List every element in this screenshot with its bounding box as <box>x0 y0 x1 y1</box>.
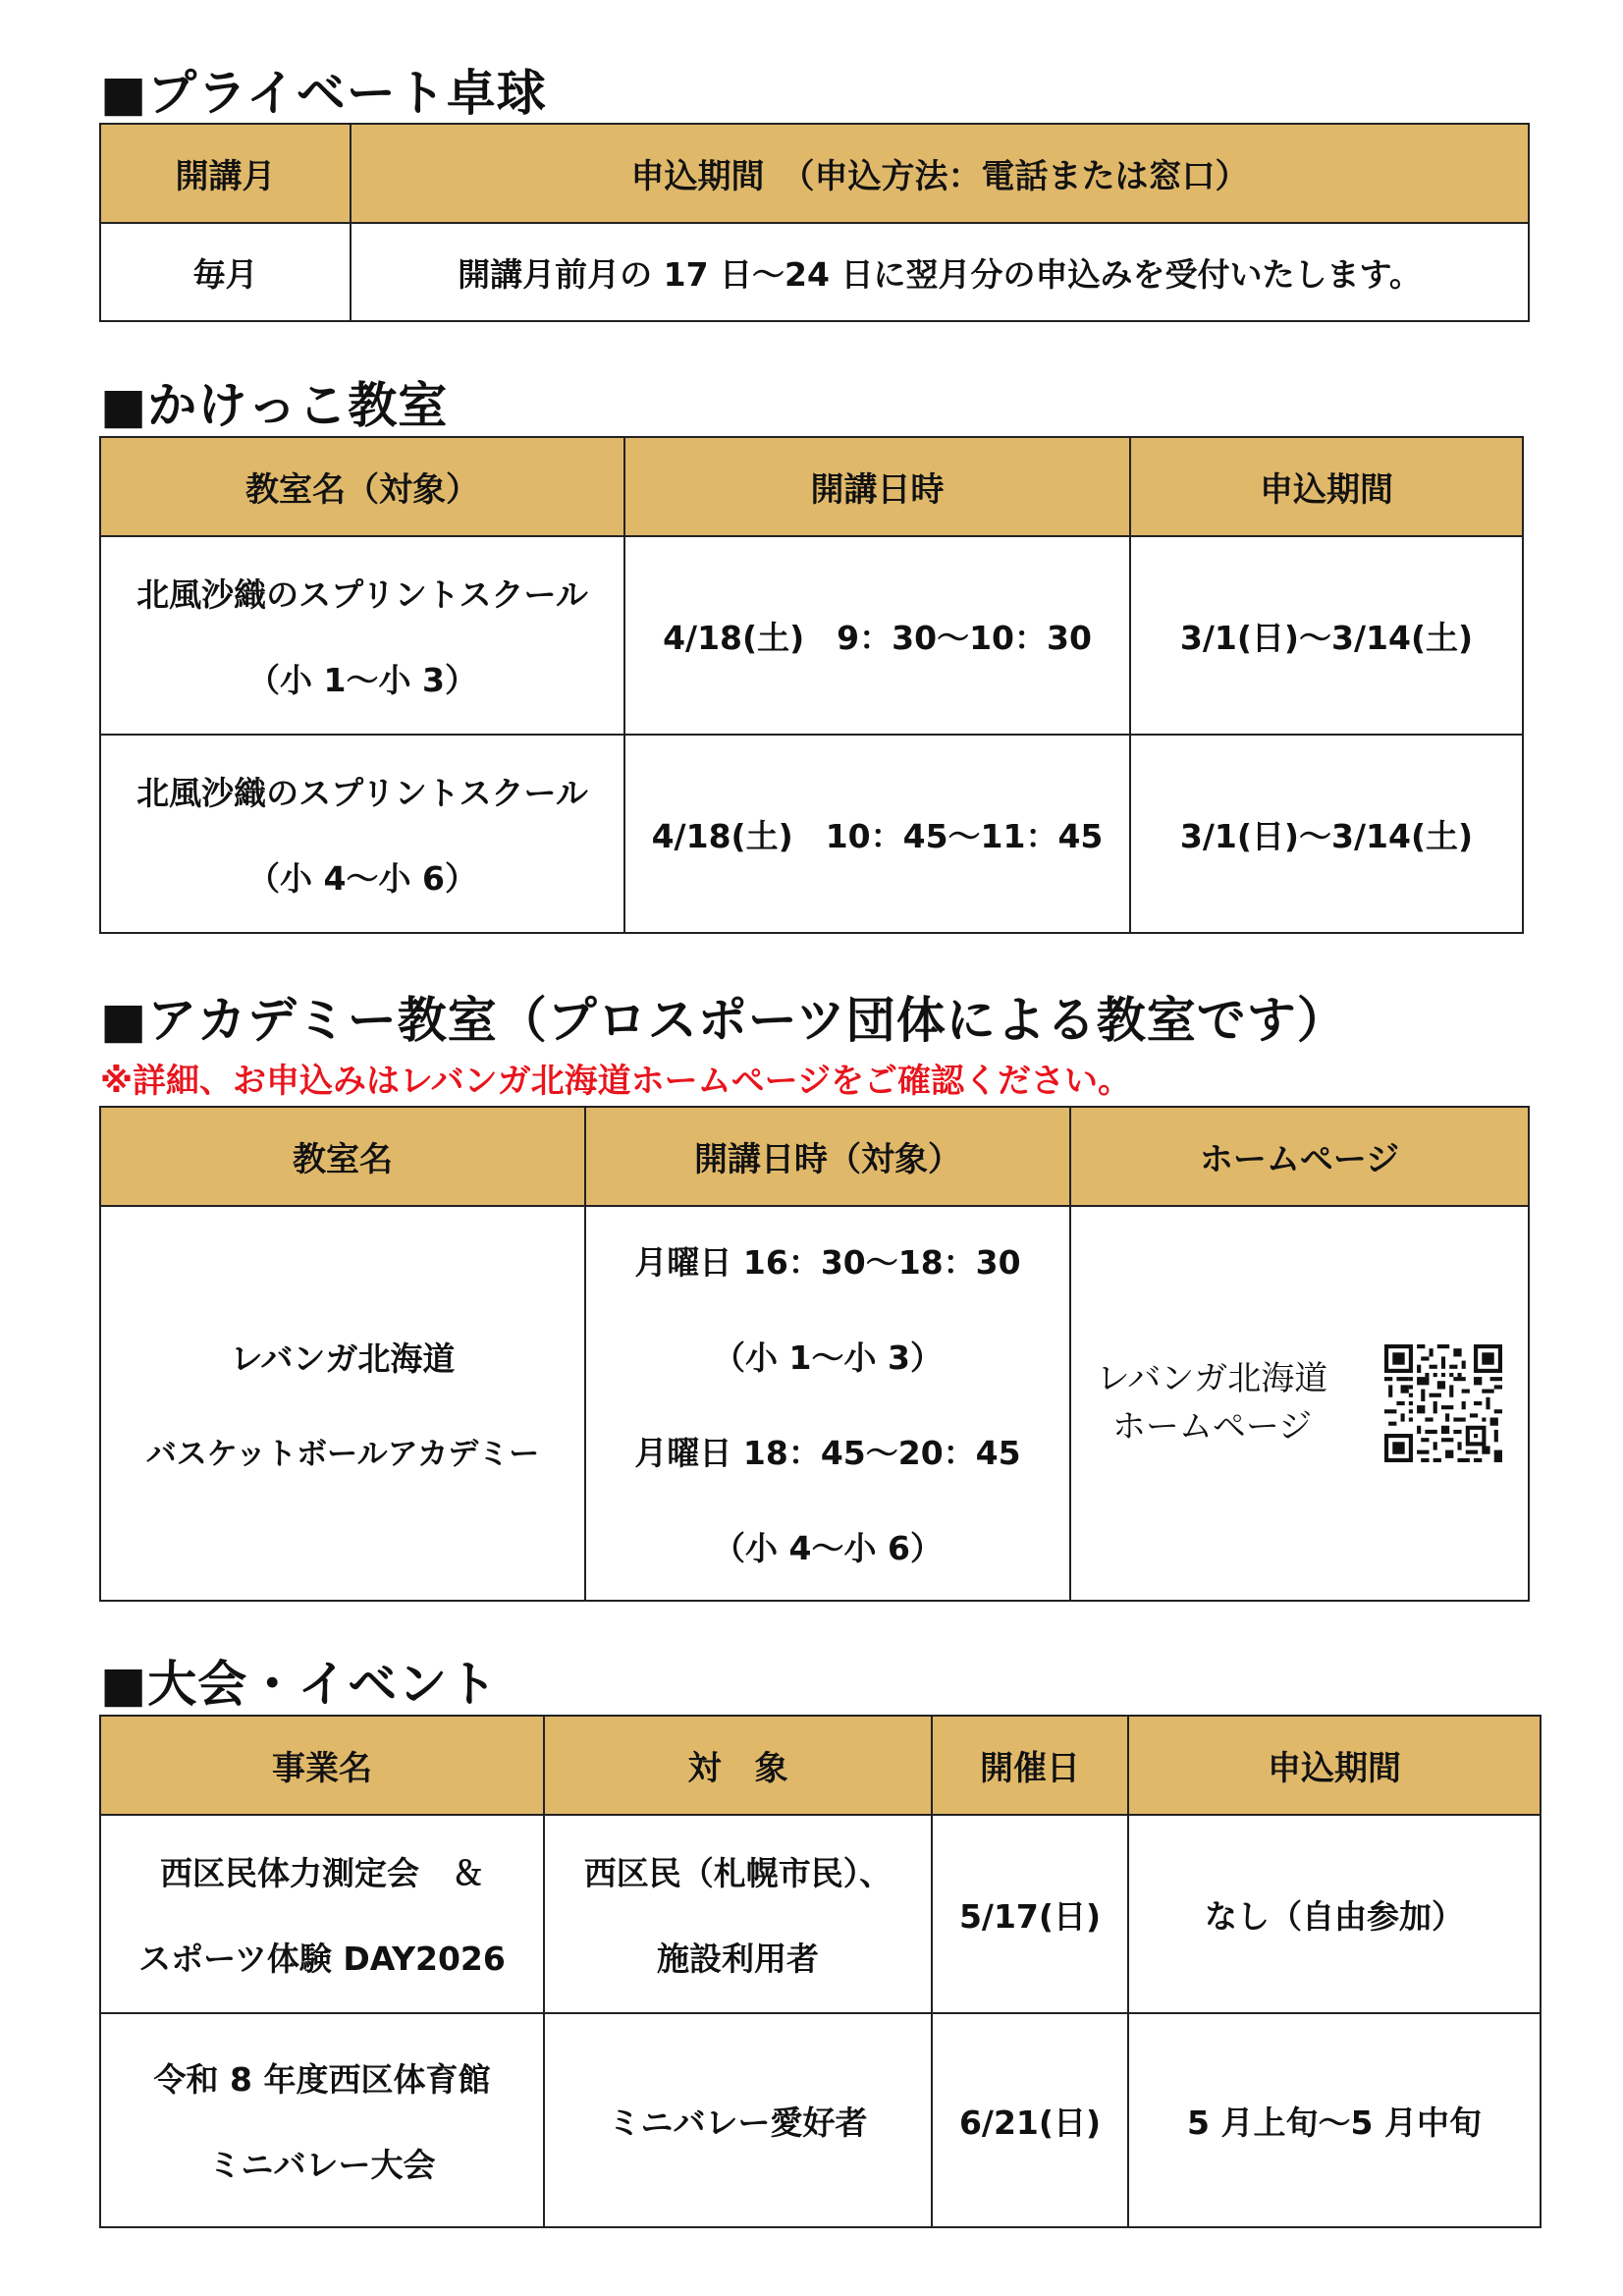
table-row <box>100 223 1529 321</box>
event-name-line1: 令和 8 年度西区体育館 <box>153 2060 491 2099</box>
homepage-line1: レバンガ北海道 <box>1096 1359 1328 1398</box>
class-name-line2: バスケットボールアカデミー <box>145 1437 540 1472</box>
cell-class-name <box>100 536 624 735</box>
header-cell: ホームページ <box>1070 1107 1529 1206</box>
section-title-academy: ■アカデミー教室（プロスポーツ団体による教室です） <box>100 992 1347 1049</box>
table-header-row <box>100 1107 1529 1206</box>
cell-target <box>544 1815 932 2013</box>
cell-period: 5 月上旬～5 月中旬 <box>1128 2013 1541 2227</box>
table-row <box>100 735 1523 933</box>
cell-class-name <box>100 1206 585 1601</box>
cell-period: 開講月前月の 17 日～24 日に翌月分の申込みを受付いたします。 <box>351 223 1529 321</box>
table-header-row <box>100 124 1529 223</box>
class-name: 北風沙織のスプリントスクール <box>136 575 588 614</box>
private-pingpong-table <box>99 123 1530 322</box>
table-header-row <box>100 1716 1541 1815</box>
header-cell: 教室名（対象） <box>100 437 624 536</box>
cell-date: 6/21(日) <box>932 2013 1128 2227</box>
header-cell: 対 象 <box>544 1716 932 1815</box>
target-line1: 西区民（札幌市民）、 <box>583 1854 893 1892</box>
target-1: （小 1～小 3） <box>713 1339 943 1377</box>
cell-month: 毎月 <box>100 223 351 321</box>
cell-event-name <box>100 2013 544 2227</box>
class-name-line1: レバンガ北海道 <box>230 1339 456 1378</box>
academy-table <box>99 1106 1530 1602</box>
header-cell: 教室名 <box>100 1107 585 1206</box>
homepage-text <box>1097 1355 1328 1451</box>
header-cell: 開講月 <box>100 124 351 223</box>
cell-datetime <box>585 1206 1070 1601</box>
cell-homepage <box>1070 1206 1529 1601</box>
kakekko-table <box>99 436 1524 934</box>
header-cell: 開講日時 <box>624 437 1130 536</box>
event-name-line1: 西区民体力測定会 ＆ <box>160 1854 484 1892</box>
cell-event-name <box>100 1815 544 2013</box>
cell-date: 5/17(日) <box>932 1815 1128 2013</box>
time-2: 月曜日 18：45～20：45 <box>634 1434 1021 1472</box>
table-row <box>100 2013 1541 2227</box>
target-2: （小 4～小 6） <box>713 1529 943 1567</box>
section-title-private-pingpong: ■プライベート卓球 <box>100 65 547 122</box>
table-header-row <box>100 437 1523 536</box>
cell-class-name <box>100 735 624 933</box>
qr-code-icon[interactable] <box>1384 1344 1502 1462</box>
cell-period: 3/1(日)～3/14(土) <box>1130 735 1523 933</box>
header-cell: 開講日時（対象） <box>585 1107 1070 1206</box>
cell-datetime: 4/18(土) 9：30～10：30 <box>624 536 1130 735</box>
section-title-events: ■大会・イベント <box>100 1656 499 1713</box>
table-row <box>100 536 1523 735</box>
header-cell: 申込期間 <box>1128 1716 1541 1815</box>
academy-note: ※詳細、お申込みはレバンガ北海道ホームページをご確認ください。 <box>100 1062 1131 1101</box>
cell-period: なし（自由参加） <box>1128 1815 1541 2013</box>
event-name-line2: ミニバレー大会 <box>208 2146 436 2184</box>
cell-target: ミニバレー愛好者 <box>544 2013 932 2227</box>
time-1: 月曜日 16：30～18：30 <box>634 1243 1021 1282</box>
class-target: （小 4～小 6） <box>247 859 477 898</box>
target-line2: 施設利用者 <box>657 1940 819 1978</box>
homepage-line2: ホームページ <box>1111 1407 1313 1447</box>
table-row <box>100 1206 1529 1601</box>
class-target: （小 1～小 3） <box>247 661 477 699</box>
section-title-kakekko: ■かけっこ教室 <box>100 377 449 434</box>
header-cell: 事業名 <box>100 1716 544 1815</box>
cell-datetime: 4/18(土) 10：45～11：45 <box>624 735 1130 933</box>
events-table <box>99 1715 1542 2228</box>
table-row <box>100 1815 1541 2013</box>
header-cell: 開催日 <box>932 1716 1128 1815</box>
cell-period: 3/1(日)～3/14(土) <box>1130 536 1523 735</box>
class-name: 北風沙織のスプリントスクール <box>136 774 588 812</box>
header-cell: 申込期間 <box>1130 437 1523 536</box>
event-name-line2: スポーツ体験 DAY2026 <box>138 1940 506 1978</box>
header-cell: 申込期間 （申込方法：電話または窓口） <box>351 124 1529 223</box>
